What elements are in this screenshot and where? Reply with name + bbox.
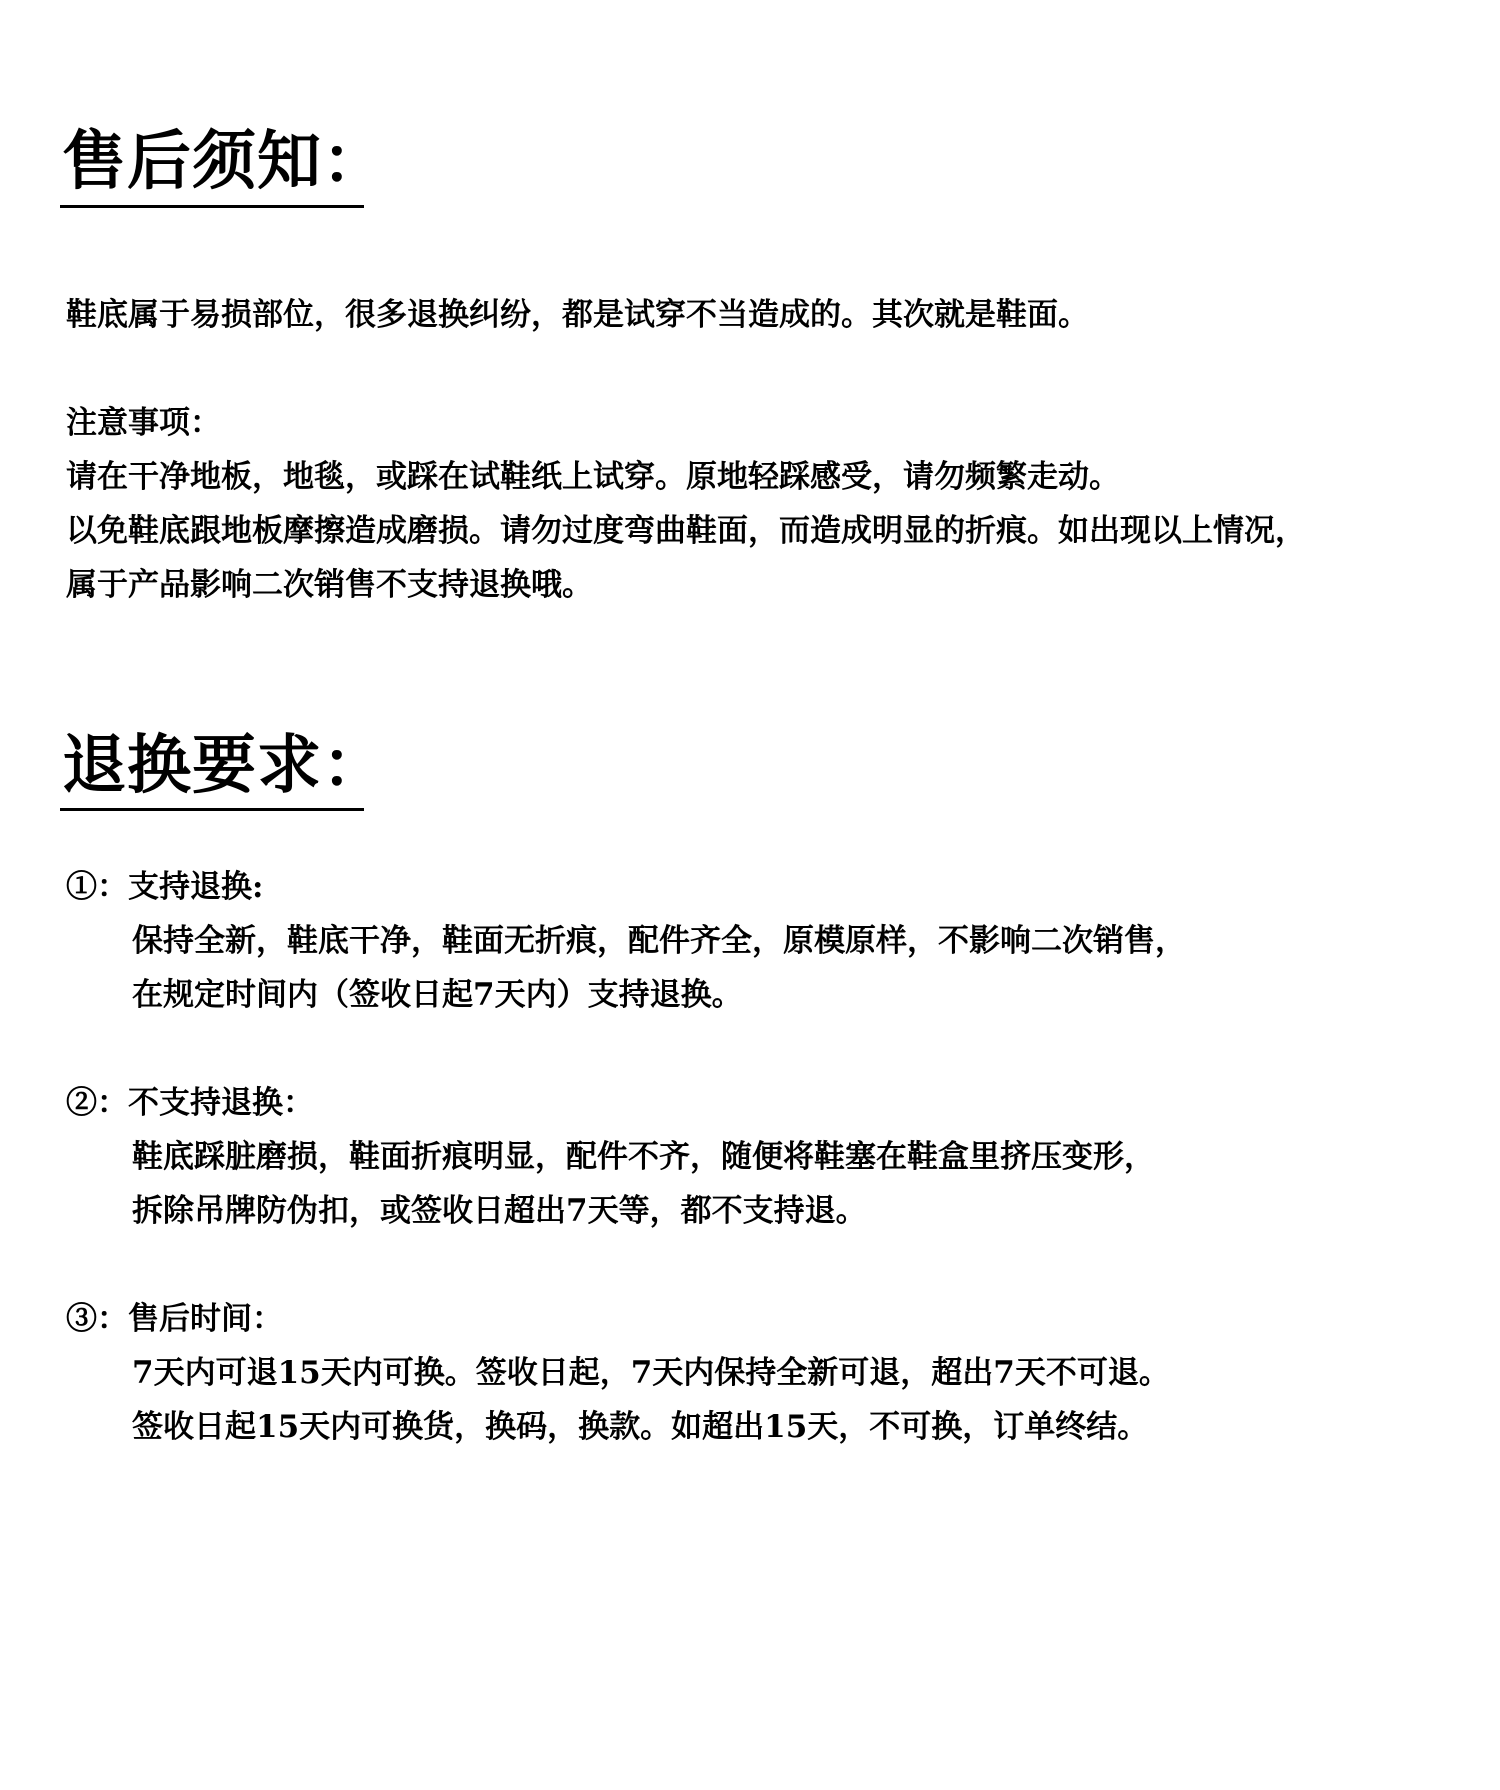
item-heading-not-returnable: ②：不支持退换： bbox=[66, 1085, 314, 1121]
item-line: 保持全新，鞋底干净，鞋面无折痕，配件齐全，原模原样，不影响二次销售， bbox=[132, 923, 1186, 959]
title-underline bbox=[60, 205, 364, 208]
caution-heading: 注意事项： bbox=[66, 405, 221, 441]
section-title-after-sales-notice: 售后须知： bbox=[62, 124, 387, 199]
item-line: 在规定时间内（签收日起7天内）支持退换。 bbox=[132, 977, 743, 1013]
item-heading-after-sales-time: ③：售后时间： bbox=[66, 1301, 283, 1337]
caution-line: 属于产品影响二次销售不支持退换哦。 bbox=[66, 567, 593, 603]
item-line: 鞋底踩脏磨损，鞋面折痕明显，配件不齐，随便将鞋塞在鞋盒里挤压变形， bbox=[132, 1139, 1155, 1175]
intro-text: 鞋底属于易损部位，很多退换纠纷，都是试穿不当造成的。其次就是鞋面。 bbox=[66, 297, 1089, 333]
item-heading-returnable: ①：支持退换: bbox=[66, 869, 264, 905]
caution-line: 以免鞋底跟地板摩擦造成磨损。请勿过度弯曲鞋面，而造成明显的折痕。如出现以上情况， bbox=[66, 513, 1306, 549]
item-line: 签收日起15天内可换货，换码，换款。如超出15天，不可换，订单终结。 bbox=[132, 1409, 1149, 1445]
item-line: 7天内可退15天内可换。签收日起，7天内保持全新可退，超出7天不可退。 bbox=[132, 1355, 1170, 1391]
title-underline bbox=[60, 808, 364, 811]
caution-line: 请在干净地板，地毯，或踩在试鞋纸上试穿。原地轻踩感受，请勿频繁走动。 bbox=[66, 459, 1120, 495]
section-title-return-requirements: 退换要求： bbox=[62, 728, 387, 803]
item-line: 拆除吊牌防伪扣，或签收日超出7天等，都不支持退。 bbox=[132, 1193, 867, 1229]
